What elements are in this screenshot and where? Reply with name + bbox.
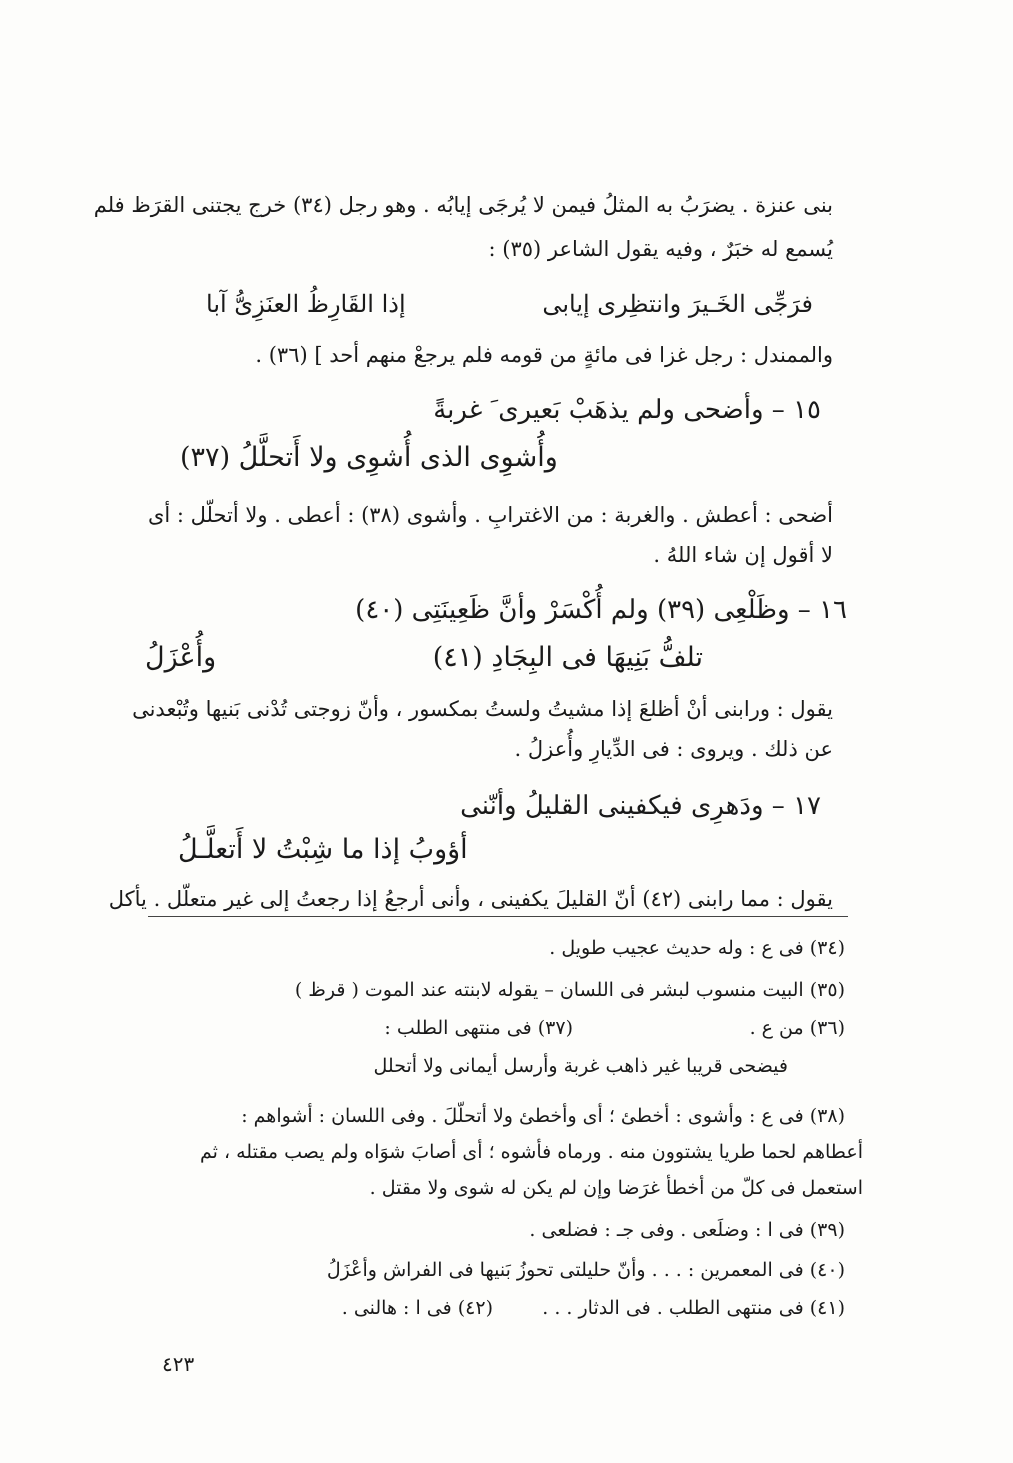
footnote-41: (٤١) فى منتهى الطلب . فى الدثار . . .	[542, 1297, 845, 1319]
body-line: يقول : مما رابنى (٤٢) أنّ القليلَ يكفينى ، وأنى أرجعُ إذا رجعتُ إلى غير متعلّل . يأكل	[108, 887, 833, 911]
verse-16-second-b: وأُعْزَلُ	[145, 642, 217, 673]
footnote-38-line: استعمل فى كلّ من أخطأ غرَضا وإن لم يكن له شوى ولا مقتل .	[369, 1177, 863, 1199]
footnote-37: (٣٧) فى منتهى الطلب :	[384, 1017, 573, 1039]
footnote-40: (٤٠) فى المعمرين : . . . وأنّ حليلتى تحوزُ بَنيها فى الفراش وأعْزَلُ	[326, 1259, 845, 1281]
footnote-34: (٣٤) فى ع : وله حديث عجيب طويل .	[549, 937, 845, 959]
verse-17-second: أؤوبُ إذا ما شِبْتُ لا أَتعلَّـلُ	[178, 834, 468, 865]
body-line: والممندل : رجل غزا فى مائةٍ من قومه فلم يرجعْ منهم أحد ] (٣٦) .	[255, 343, 833, 367]
verse-hemistich: فرَجِّى الخَـيرَ وانتظِرى إيابى	[542, 290, 813, 318]
footnote-35: (٣٥) البيت منسوب لبشر فى اللسان – يقوله لابنته عند الموت ( قرظ )	[294, 979, 845, 1001]
body-line: يُسمع له خبَرٌ ، وفيه يقول الشاعر (٣٥) :	[488, 237, 833, 261]
body-line: عن ذلك . ويروى : فى الدِّيارِ وأُعزلُ .	[514, 737, 833, 761]
footnote-37-verse: فيضحى قريبا غير ذاهب غربة وأرسل أيمانى ولا أتحلل	[373, 1055, 788, 1077]
footnote-42: (٤٢) فى ا : هالنى .	[341, 1297, 493, 1319]
verse-hemistich: إذا القَارِظُ العنَزِىُّ آبا	[206, 290, 406, 318]
verse-17-first: ١٧ – ودَهرِى فيكفينى القليلُ وأنّنى	[460, 791, 821, 821]
verse-15-first: ١٥ – وأضحى ولم يذهَبْ بَعيرى َ غربةً	[433, 395, 821, 425]
page-number: ٤٢٣	[162, 1352, 195, 1376]
footnote-38: (٣٨) فى ع : وأشوى : أخطئ ؛ أى وأخطئ ولا أتحلّلَ . وفى اللسان : أشواهم :	[241, 1105, 845, 1127]
body-line: يقول : ورابنى أنْ أظلعَ إذا مشيتُ ولستُ بمكسور ، وأنّ زوجتى تُدْنى بَنيها وتُبْعدنى	[132, 697, 833, 721]
verse-15-second: وأُشوِى الذى أُشوِى ولا أَتحلَّلُ (٣٧)	[180, 442, 558, 473]
footnote-38-line: أعطاهم لحما طريا يشتوون منه . ورماه فأشوه ؛ أى أصابَ شوَاه ولم يصب مقتله ، ثم	[199, 1141, 863, 1163]
body-line: بنى عنزة . يضرَبُ به المثلُ فيمن لا يُرجَى إيابُه . وهو رجل (٣٤) خرج يجتنى القرَظ فلم	[93, 193, 833, 217]
body-line: لا أقول إن شاء اللهُ .	[653, 543, 833, 567]
verse-16-second-a: تلفُّ بَنِيهَا فى البِجَادِ (٤١)	[432, 642, 703, 673]
body-line: أضحى : أعطش . والغربة : من الاغترابِ . وأشوى (٣٨) : أعطى . ولا أتحلّل : أى	[147, 503, 833, 527]
footnote-39: (٣٩) فى ا : وضلَعى . وفى جـ : فضلعى .	[529, 1219, 845, 1241]
footnote-36: (٣٦) من ع .	[749, 1017, 845, 1039]
verse-16-first: ١٦ – وظَلْعِى (٣٩) ولم أُكْسَرْ وأنَّ ظَعِينَتِى (٤٠)	[355, 595, 847, 625]
footnote-separator	[148, 916, 848, 917]
